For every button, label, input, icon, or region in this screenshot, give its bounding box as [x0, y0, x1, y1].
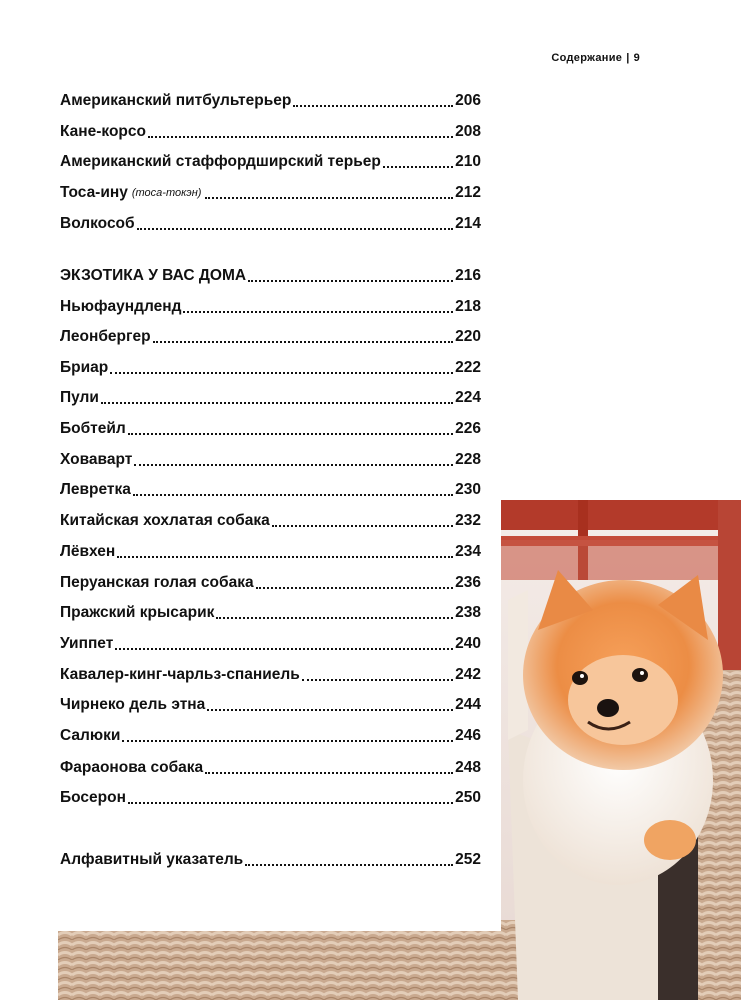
dot-leader	[101, 402, 453, 404]
entry-title: Американский питбультерьер	[60, 92, 292, 109]
dot-leader	[245, 864, 453, 866]
entry-title: Лёвхен	[60, 543, 116, 560]
toc-entry[interactable]	[60, 151, 481, 173]
dot-leader	[205, 772, 453, 774]
toc-entry[interactable]	[60, 725, 481, 747]
dot-leader	[128, 433, 453, 435]
dot-leader	[110, 372, 453, 374]
toc-entry[interactable]	[60, 326, 481, 348]
header-separator: |	[626, 52, 630, 64]
dot-leader	[122, 740, 453, 742]
entry-page: 208	[455, 123, 481, 140]
entry-page: 224	[455, 389, 481, 406]
entry-page: 238	[455, 604, 481, 621]
entry-page: 250	[455, 789, 481, 806]
entry-page: 218	[455, 298, 481, 315]
toc-entry[interactable]	[60, 787, 481, 809]
entry-page: 226	[455, 420, 481, 437]
dot-leader	[183, 311, 453, 313]
entry-page: 230	[455, 481, 481, 498]
toc-entry[interactable]	[60, 510, 481, 532]
toc-entry[interactable]	[60, 90, 481, 112]
toc-entry[interactable]	[60, 182, 481, 204]
entry-title: Уиппет	[60, 635, 114, 652]
toc-entry[interactable]	[60, 121, 481, 143]
entry-title: Кавалер-кинг-чарльз-спаниель	[60, 666, 300, 683]
dot-leader	[205, 197, 453, 199]
entry-title: Босерон	[60, 789, 126, 806]
toc-entry[interactable]	[60, 541, 481, 563]
entry-page: 216	[455, 267, 481, 284]
entry-page: 246	[455, 727, 481, 744]
entry-title: Бобтейл	[60, 420, 126, 437]
toc-entry[interactable]	[60, 572, 481, 594]
entry-page: 244	[455, 696, 481, 713]
toc-section-heading[interactable]	[60, 265, 481, 287]
dot-leader	[128, 802, 453, 804]
entry-page: 232	[455, 512, 481, 529]
toc-entry[interactable]	[60, 296, 481, 318]
entry-title: Волкособ	[60, 215, 135, 232]
entry-title: Кане-корсо	[60, 123, 146, 140]
dot-leader	[383, 166, 453, 168]
entry-page: 206	[455, 92, 481, 109]
toc-entry[interactable]	[60, 694, 481, 716]
dot-leader	[293, 105, 453, 107]
entry-page: 252	[455, 851, 481, 868]
entry-title: Китайская хохлатая собака	[60, 512, 270, 529]
dot-leader	[148, 136, 453, 138]
toc-entry[interactable]	[60, 387, 481, 409]
entry-page: 248	[455, 759, 481, 776]
dot-leader	[256, 587, 454, 589]
entry-note: (тоса-токэн)	[131, 187, 202, 199]
entry-page: 210	[455, 153, 481, 170]
toc-entry[interactable]	[60, 602, 481, 624]
entry-page: 236	[455, 574, 481, 591]
toc-entry[interactable]	[60, 757, 481, 779]
entry-title: Пражский крысарик	[60, 604, 215, 621]
entry-page: 220	[455, 328, 481, 345]
entry-title: Бриар	[60, 359, 109, 376]
toc-entry[interactable]	[60, 213, 481, 235]
entry-title: Алфавитный указатель	[60, 851, 244, 868]
dot-leader	[207, 709, 453, 711]
entry-title: Фараонова собака	[60, 759, 204, 776]
entry-title: Чирнеко дель этна	[60, 696, 206, 713]
dot-leader	[134, 464, 453, 466]
entry-title: Салюки	[60, 727, 121, 744]
entry-title: Леонбергер	[60, 328, 151, 345]
dot-leader	[133, 494, 453, 496]
entry-title: Пули	[60, 389, 99, 406]
entry-title: Ньюфаундленд	[60, 298, 182, 315]
toc-entry[interactable]	[60, 479, 481, 501]
entry-page: 234	[455, 543, 481, 560]
dot-leader	[216, 617, 453, 619]
entry-title: Американский стаффордширский терьер	[60, 153, 381, 170]
entry-title: Тоса-ину	[60, 184, 128, 201]
page-number: 9	[633, 52, 640, 64]
toc-entry[interactable]	[60, 664, 481, 686]
section-title: Содержание	[551, 52, 623, 64]
toc-entry[interactable]	[60, 633, 481, 655]
entry-page: 214	[455, 215, 481, 232]
dot-leader	[272, 525, 453, 527]
toc-entry[interactable]	[60, 849, 481, 871]
dot-leader	[302, 679, 453, 681]
entry-page: 240	[455, 635, 481, 652]
entry-page: 228	[455, 451, 481, 468]
entry-page: 222	[455, 359, 481, 376]
toc-entry[interactable]	[60, 357, 481, 379]
entry-title: Левретка	[60, 481, 131, 498]
toc-entry[interactable]	[60, 449, 481, 471]
dot-leader	[248, 280, 453, 282]
dot-leader	[137, 228, 454, 230]
dot-leader	[153, 341, 454, 343]
toc-entry[interactable]	[60, 418, 481, 440]
entry-title: Перуанская голая собака	[60, 574, 254, 591]
dot-leader	[117, 556, 453, 558]
dot-leader	[115, 648, 453, 650]
entry-title: Ховаварт	[60, 451, 133, 468]
running-header	[551, 52, 640, 64]
entry-page: 212	[455, 184, 481, 201]
entry-title: ЭКЗОТИКА У ВАС ДОМА	[60, 267, 247, 284]
entry-page: 242	[455, 666, 481, 683]
